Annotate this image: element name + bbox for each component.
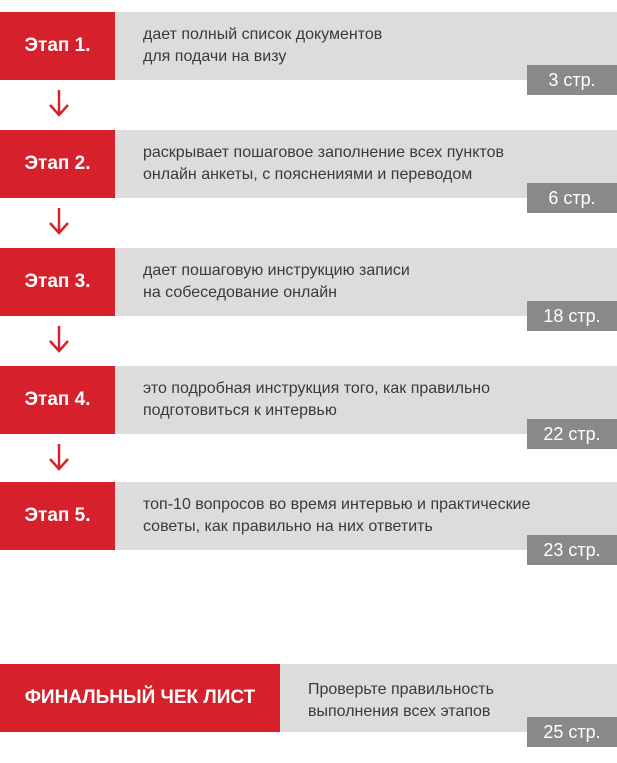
step-2: [0, 130, 617, 208]
step-4-line-1: это подробная инструкция того, как правильно: [143, 380, 491, 397]
step-1: [0, 12, 617, 90]
down-arrow-icon: [47, 88, 71, 118]
step-4-label: Этап 4.: [0, 366, 115, 434]
step-5-description: [143, 494, 603, 538]
step-1-description: [143, 24, 603, 68]
step-1-line-1: дает полный список документов: [143, 26, 383, 43]
final-page-count: 25 стр.: [527, 717, 617, 747]
step-3-line-1: дает пошаговую инструкцию записи: [143, 262, 410, 279]
final-checklist: [0, 664, 617, 742]
step-4-line-2: подготовиться к интервью: [143, 402, 337, 419]
final-line-1: Проверьте правильность: [308, 681, 494, 698]
step-3: [0, 248, 617, 326]
step-5-label: Этап 5.: [0, 482, 115, 550]
step-2-line-2: онлайн анкеты, с пояснениями и переводом: [143, 166, 473, 183]
step-2-page-count: 6 стр.: [527, 183, 617, 213]
step-1-label: Этап 1.: [0, 12, 115, 80]
step-4: [0, 366, 617, 444]
step-2-label: Этап 2.: [0, 130, 115, 198]
step-3-line-2: на собеседование онлайн: [143, 284, 337, 301]
final-line-2: выполнения всех этапов: [308, 703, 491, 720]
down-arrow-icon: [47, 324, 71, 354]
step-2-description: [143, 142, 603, 186]
step-4-page-count: 22 стр.: [527, 419, 617, 449]
step-2-line-1: раскрывает пошаговое заполнение всех пунктов: [143, 144, 504, 161]
step-3-label: Этап 3.: [0, 248, 115, 316]
step-3-description: [143, 260, 603, 304]
down-arrow-icon: [47, 442, 71, 472]
step-1-line-2: для подачи на визу: [143, 48, 287, 65]
step-5: [0, 482, 617, 560]
final-checklist-label: ФИНАЛЬНЫЙ ЧЕК ЛИСТ: [0, 664, 280, 732]
step-5-line-2: советы, как правильно на них ответить: [143, 518, 433, 535]
down-arrow-icon: [47, 206, 71, 236]
step-4-description: [143, 378, 603, 422]
step-5-page-count: 23 стр.: [527, 535, 617, 565]
step-5-line-1: топ-10 вопросов во время интервью и практические: [143, 496, 531, 513]
step-3-page-count: 18 стр.: [527, 301, 617, 331]
step-1-page-count: 3 стр.: [527, 65, 617, 95]
